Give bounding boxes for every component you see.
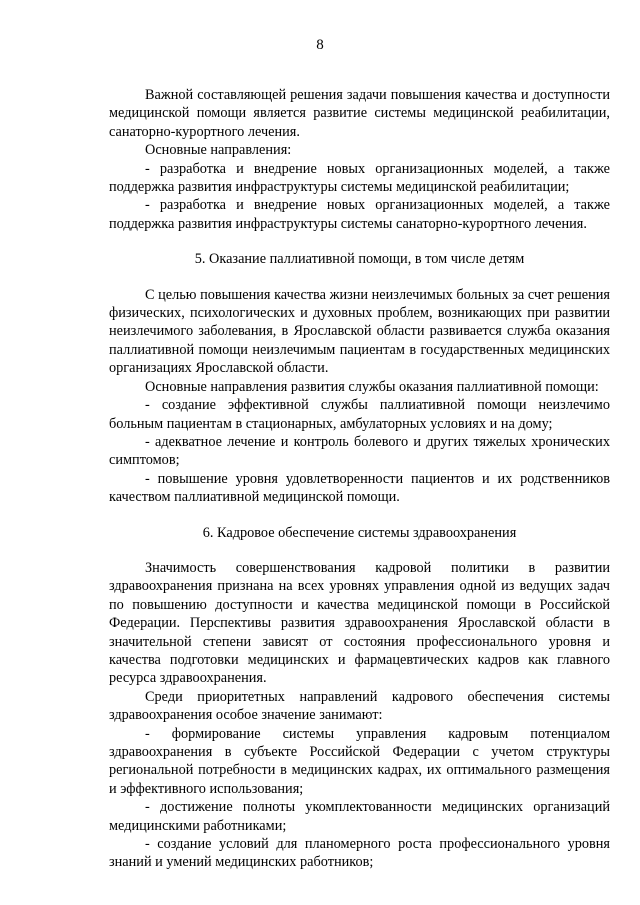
document-body	[109, 86, 610, 872]
paragraph-palliative-directions: Основные направления развития службы оказания паллиативной помощи:	[145, 378, 599, 395]
list-item-satisfaction: - повышение уровня удовлетворенности пациентов и их родственников качеством паллиативной медицинской помощи.	[109, 470, 610, 506]
list-item-treatment: - адекватное лечение и контроль болевого и других тяжелых хронических симптомов;	[109, 433, 610, 469]
section-spacer	[109, 507, 610, 524]
page-number: 8	[316, 37, 324, 53]
list-item-professional-growth: - создание условий для планомерного роста профессионального уровня знаний и умений медицинских работников;	[109, 836, 610, 871]
paragraph-palliative-intro: С целью повышения качества жизни неизлечимых больных за счет решения физических, психологических и духовных проблем, возникающих при развитии неизлечимого заболевания, в Ярославской области развивается служба оказания паллиативной помощи неизлечимым пациентам в государственных медицинских организациях Ярославской области.	[109, 286, 610, 377]
section-heading-palliative: 5. Оказание паллиативной помощи, в том числе детям	[194, 251, 525, 268]
paragraph-rehabilitation-intro: Важной составляющей решения задачи повышения качества и доступности медицинской помощи является развитие системы медицинской реабилитации, санаторно-курортного лечения.	[109, 87, 610, 140]
section-spacer	[109, 233, 610, 250]
paragraph-main-directions: Основные направления:	[145, 142, 292, 159]
paragraph-staffing-priorities: Среди приоритетных направлений кадрового обеспечения системы здравоохранения особое значение занимают:	[109, 688, 610, 724]
section-spacer	[109, 542, 610, 559]
paragraph-staffing-intro: Значимость совершенствования кадровой политики в развитии здравоохранения признана на всех уровнях управления одной из ведущих задач по повышению доступности и качества медицинской помощи в Российской Федерации. Перспективы развития здравоохранения Ярославской области в значительной степени зависят от состояния профессионального уровня и качества подготовки медицинских и фармацевтических кадров как главного ресурса здравоохранения.	[109, 559, 610, 687]
list-item-palliative-service: - создание эффективной службы паллиативной помощи неизлечимо больным пациентам в стационарных, амбулаторных условиях и на дому;	[109, 397, 610, 432]
list-item-staffing-completeness: - достижение полноты укомплектованности медицинских организаций медицинскими работниками;	[109, 799, 610, 834]
list-item-rehabilitation: - разработка и внедрение новых организационных моделей, а также поддержка развития инфраструктуры системы медицинской реабилитации;	[109, 160, 610, 196]
section-heading-staffing: 6. Кадровое обеспечение системы здравоохранения	[202, 524, 517, 541]
section-spacer	[109, 269, 610, 286]
list-item-sanatorium: - разработка и внедрение новых организационных моделей, а также поддержка развития инфраструктуры системы санаторно-курортного лечения.	[109, 197, 610, 232]
list-item-personnel-management: - формирование системы управления кадровым потенциалом здравоохранения в субъекте Российской Федерации с учетом структуры региональной потребности в медицинских кадрах, их оптимального размещения и эффективного использования;	[109, 725, 610, 797]
